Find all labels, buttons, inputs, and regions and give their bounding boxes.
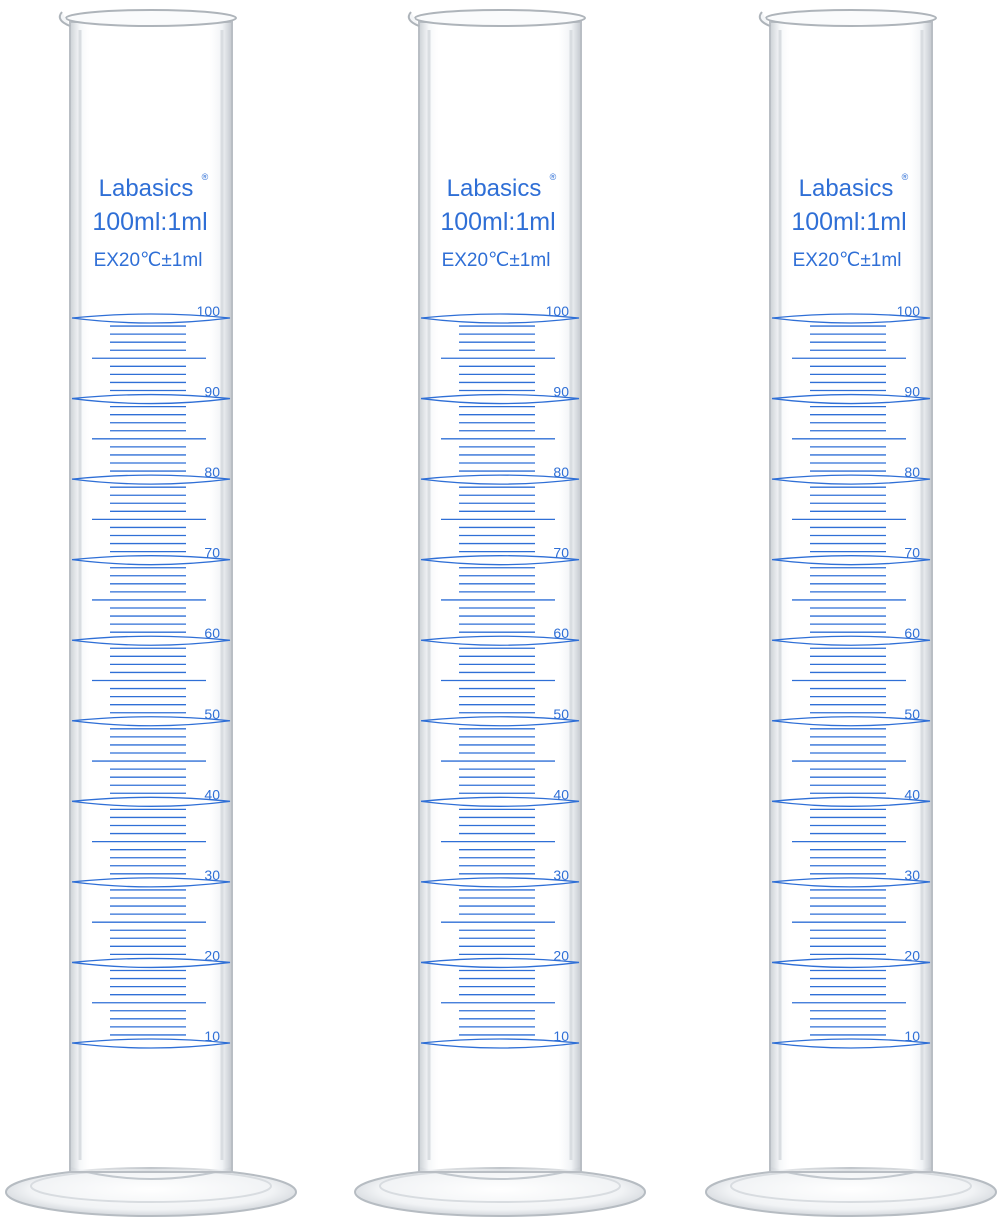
- registered-mark: ®: [201, 172, 209, 182]
- graduated-cylinder-1: [6, 10, 296, 1216]
- brand-name: Labasics: [798, 175, 894, 202]
- scale-label: 40: [204, 786, 220, 803]
- scale-label: 30: [904, 866, 920, 883]
- scale-label: 70: [904, 544, 920, 561]
- registered-mark: ®: [901, 172, 909, 182]
- scale-label: 50: [553, 705, 569, 722]
- cylinder-label: [92, 172, 208, 271]
- scale-label: 10: [904, 1028, 920, 1044]
- capacity-text: 100ml:1ml: [791, 208, 907, 236]
- scale-label: 30: [553, 866, 569, 883]
- scale-label: 90: [904, 383, 920, 400]
- registered-mark: ®: [549, 172, 557, 182]
- cylinder-label: [440, 172, 556, 271]
- brand-name: Labasics: [446, 175, 542, 202]
- scale-label: 100: [196, 303, 220, 319]
- scale-label: 100: [896, 303, 920, 319]
- cylinder-label: [791, 172, 908, 271]
- scale-label: 50: [904, 705, 920, 722]
- scale-label: 60: [204, 625, 220, 642]
- capacity-text: 100ml:1ml: [92, 208, 208, 236]
- scale-label: 80: [553, 464, 569, 481]
- brand-name: Labasics: [98, 175, 194, 202]
- scale-label: 80: [204, 464, 220, 481]
- scale-label: 20: [204, 947, 220, 964]
- scale-label: 30: [204, 866, 220, 883]
- cylinder-base: [706, 1168, 996, 1216]
- cylinder-rim-spout: [760, 10, 936, 26]
- scale-label: 40: [904, 786, 920, 803]
- scale-label: 70: [553, 544, 569, 561]
- tolerance-text: EX20℃±1ml: [93, 250, 203, 271]
- scale-label: 70: [204, 544, 220, 561]
- tolerance-text: EX20℃±1ml: [792, 250, 902, 271]
- scale-label: 10: [553, 1028, 569, 1044]
- scale-label: 60: [553, 625, 569, 642]
- capacity-text: 100ml:1ml: [440, 208, 556, 236]
- cylinder-base: [6, 1168, 296, 1216]
- cylinder-base: [355, 1168, 645, 1216]
- scale-label: 20: [553, 947, 569, 964]
- graduated-cylinder-2: [355, 10, 645, 1216]
- scale-label: 60: [904, 625, 920, 642]
- cylinder-rim-spout: [60, 10, 236, 26]
- scale-label: 50: [204, 705, 220, 722]
- scale-label: 80: [904, 464, 920, 481]
- scale-label: 20: [904, 947, 920, 964]
- scale-label: 100: [545, 303, 569, 319]
- scale-label: 10: [204, 1028, 220, 1044]
- tolerance-text: EX20℃±1ml: [441, 250, 551, 271]
- scale-label: 90: [553, 383, 569, 400]
- cylinder-rim-spout: [409, 10, 585, 26]
- scale-label: 90: [204, 383, 220, 400]
- scale-label: 40: [553, 786, 569, 803]
- graduated-cylinder-3: [706, 10, 996, 1216]
